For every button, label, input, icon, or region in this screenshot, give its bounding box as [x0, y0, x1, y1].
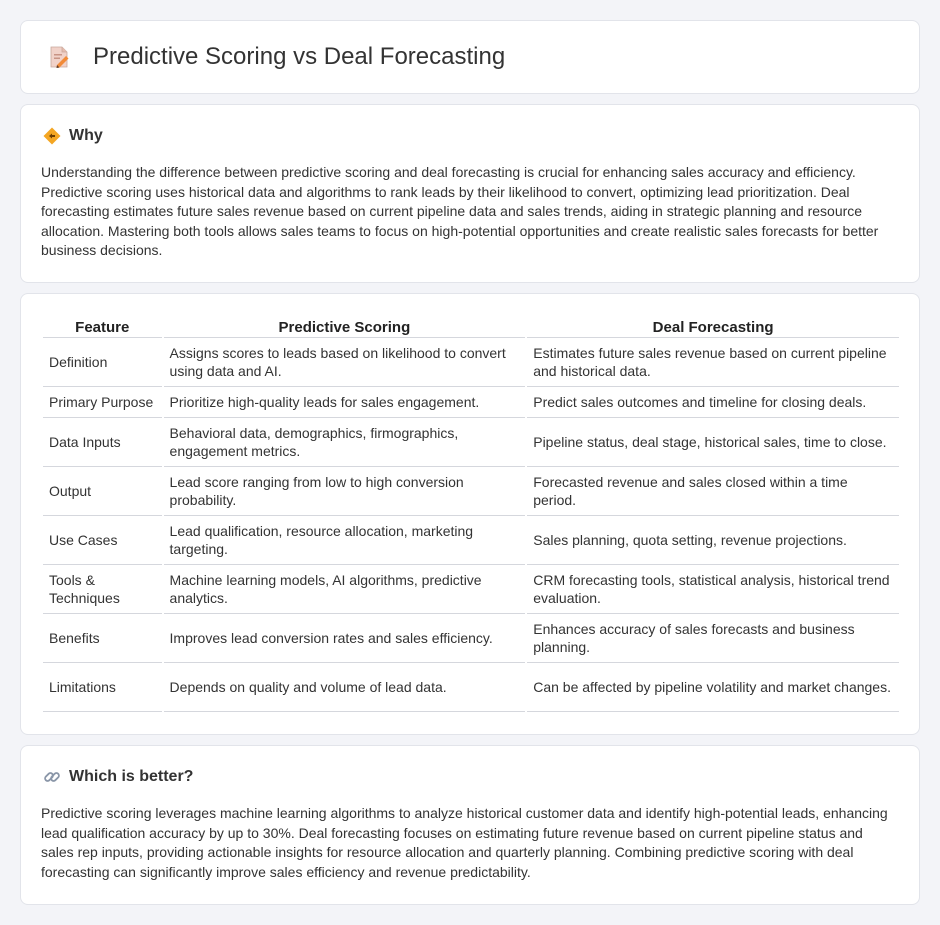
feature-cell: Definition — [43, 338, 162, 387]
table-row — [43, 387, 899, 418]
pencil-document-icon — [47, 45, 71, 69]
header-predictive-scoring: Predictive Scoring — [164, 316, 526, 338]
predictive-scoring-cell: Depends on quality and volume of lead data. — [164, 663, 526, 712]
deal-forecasting-cell: Pipeline status, deal stage, historical sales, time to close. — [527, 418, 899, 467]
header-feature: Feature — [43, 316, 162, 338]
table-row — [43, 614, 899, 663]
predictive-scoring-cell: Assigns scores to leads based on likelihood to convert using data and AI. — [164, 338, 526, 387]
deal-forecasting-cell: Enhances accuracy of sales forecasts and business planning. — [527, 614, 899, 663]
why-title: Why — [69, 127, 103, 144]
which-is-better-section — [20, 745, 920, 905]
table-row — [43, 418, 899, 467]
diamond-arrows-icon — [43, 127, 61, 145]
why-body: Understanding the difference between predictive scoring and deal forecasting is crucial for enhancing sales accuracy and efficiency. Predictive scoring uses historical data and algorithms to rank leads by their likelihood to convert, optimizing lead prioritization. Deal forecasting estimates future sales revenue based on current pipeline data and sales trends, aiding in strategic planning and resource allocation. Mastering both tools allows sales teams to focus on high-potential opportunities and create realistic sales forecasts for better business decisions. — [41, 164, 879, 259]
predictive-scoring-cell: Machine learning models, AI algorithms, predictive analytics. — [164, 565, 526, 614]
which-is-better-title: Which is better? — [69, 768, 194, 785]
feature-cell: Data Inputs — [43, 418, 162, 467]
comparison-table — [41, 316, 901, 712]
feature-cell: Primary Purpose — [43, 387, 162, 418]
deal-forecasting-cell: Sales planning, quota setting, revenue projections. — [527, 516, 899, 565]
comparison-card — [20, 293, 920, 735]
page-title: Predictive Scoring vs Deal Forecasting — [93, 43, 506, 70]
table-row — [43, 467, 899, 516]
predictive-scoring-cell: Lead score ranging from low to high conversion probability. — [164, 467, 526, 516]
predictive-scoring-cell: Lead qualification, resource allocation, marketing targeting. — [164, 516, 526, 565]
table-row — [43, 338, 899, 387]
feature-cell: Use Cases — [43, 516, 162, 565]
feature-cell: Tools & Techniques — [43, 565, 162, 614]
table-row — [43, 663, 899, 712]
predictive-scoring-cell: Improves lead conversion rates and sales efficiency. — [164, 614, 526, 663]
table-row — [43, 516, 899, 565]
which-is-better-body: Predictive scoring leverages machine learning algorithms to analyze historical customer data and identify high-potential leads, enhancing lead qualification accuracy by up to 30%. Deal forecasting focuses on estimating future revenue based on current pipeline status and sales rep inputs, providing actionable insights for resource allocation and quarterly planning. Combining predictive scoring with deal forecasting can significantly improve sales efficiency and revenue predictability. — [41, 805, 888, 880]
deal-forecasting-cell: Can be affected by pipeline volatility and market changes. — [527, 663, 899, 712]
header-card — [20, 20, 920, 94]
why-section — [20, 104, 920, 283]
predictive-scoring-cell: Behavioral data, demographics, firmographics, engagement metrics. — [164, 418, 526, 467]
feature-cell: Output — [43, 467, 162, 516]
deal-forecasting-cell: Predict sales outcomes and timeline for closing deals. — [527, 387, 899, 418]
table-header-row — [43, 316, 899, 338]
deal-forecasting-cell: Forecasted revenue and sales closed within a time period. — [527, 467, 899, 516]
link-icon — [43, 768, 61, 786]
feature-cell: Benefits — [43, 614, 162, 663]
deal-forecasting-cell: Estimates future sales revenue based on current pipeline and historical data. — [527, 338, 899, 387]
header-deal-forecasting: Deal Forecasting — [527, 316, 899, 338]
feature-cell: Limitations — [43, 663, 162, 712]
predictive-scoring-cell: Prioritize high-quality leads for sales engagement. — [164, 387, 526, 418]
deal-forecasting-cell: CRM forecasting tools, statistical analysis, historical trend evaluation. — [527, 565, 899, 614]
table-row — [43, 565, 899, 614]
